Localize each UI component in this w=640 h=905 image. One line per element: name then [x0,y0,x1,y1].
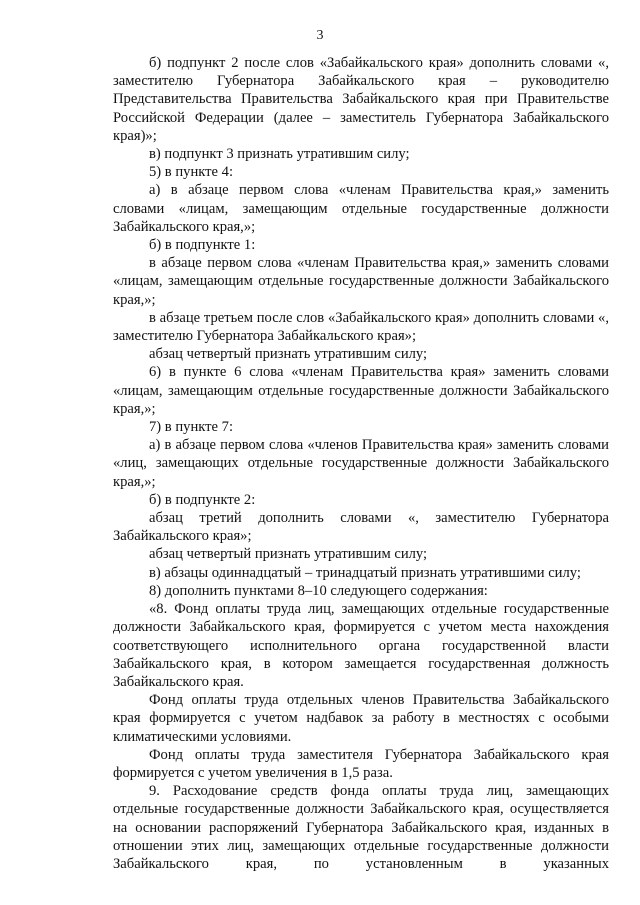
paragraph: б) в подпункте 1: [149,237,256,254]
page-number: 3 [316,28,324,43]
paragraph: абзац четвертый признать утратившим силу; [149,546,428,563]
paragraph: Фонд оплаты труда отдельных членов Правительства Забайкальского края формируется с учетом надбавок за работу в местностях с особыми климатическими условиями. [113,692,609,745]
paragraph: 6) в пункте 6 слова «членам Правительства края» заменить словами «лицам, замещающим отдельные государственные должности Забайкальского края,»; [113,364,609,417]
paragraph: абзац четвертый признать утратившим силу; [149,346,428,363]
paragraph: Фонд оплаты труда заместителя Губернатора Забайкальского края формируется с учетом увеличения в 1,5 раза. [113,746,609,781]
paragraph: в) абзацы одиннадцатый – тринадцатый признать утратившими силу; [149,564,581,581]
document-body [113,54,609,873]
paragraph: 8) дополнить пунктами 8–10 следующего содержания: [149,582,488,599]
paragraph: в абзаце третьем после слов «Забайкальского края» дополнить словами «, заместителю Губернатора Забайкальского края»; [113,309,609,345]
paragraph: б) в подпункте 2: [149,491,256,508]
paragraph: в) подпункт 3 признать утратившим силу; [149,146,410,163]
paragraph: 5) в пункте 4: [149,164,234,181]
paragraph: 7) в пункте 7: [149,419,234,436]
paragraph: б) подпункт 2 после слов «Забайкальского края» дополнить словами «, заместителю Губернатора Забайкальского края – руководителю Представительства Правительства Забайкальского края при Правительстве Российской Федерации (далее – заместитель Губернатора Забайкальского края)»; [113,55,609,144]
paragraph: а) в абзаце первом слова «членов Правительства края» заменить словами «лиц, замещающих отдельные государственные должности Забайкальского края,»; [113,437,609,490]
paragraph: абзац третий дополнить словами «, заместителю Губернатора Забайкальского края»; [113,510,609,545]
paragraph: в абзаце первом слова «членам Правительства края,» заменить словами «лицам, замещающим отдельные государственные должности Забайкальского края,»; [113,255,609,308]
paragraph: 9. Расходование средств фонда оплаты труда лиц, замещающих отдельные государственные должности Забайкальского края, осуществляется на основании распоряжений Губернатора Забайкальского края, изданных в отношении этих лиц, замещающих отдельные государственные должности Забайкальского края, по установленным в указанных [113,783,609,872]
paragraph: «8. Фонд оплаты труда лиц, замещающих отдельные государственные должности Забайкальского края, формируется с учетом места нахождения соответствующего исполнительного органа государственной власти Забайкальского края, в котором замещается государственная должность Забайкальского края. [113,601,609,690]
paragraph: а) в абзаце первом слова «членам Правительства края,» заменить словами «лицам, замещающим отдельные государственные должности Забайкальского края,»; [113,182,609,235]
